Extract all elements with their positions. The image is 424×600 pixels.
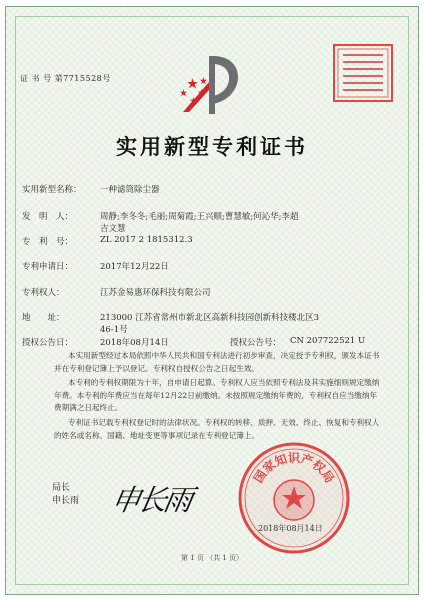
seal-date: 2018年08月14日 [258,524,323,533]
certificate-number: 证 书 号 第7715528号 [20,74,111,83]
paragraph-1: 本实用新型经过本局依照中华人民共和国专利法进行初步审查，决定授予专利权，颁发本证书并在专利登记簿上予以登记。专利权自授权公告之日起生效。 [54,351,380,373]
director-signature: 申长雨 [108,483,193,517]
apply-date-label: 专利申请日： [22,262,74,272]
grant-number-label: 授权公告号： [230,338,282,348]
cnipa-logo-icon [175,52,249,118]
patent-number-value: ZL 2017 2 1815312.3 [100,235,193,245]
official-seal-icon [236,440,352,556]
name-value: 一种滤筒除尘器 [100,185,160,195]
holder-value: 江苏金易惠环保科技有限公司 [100,288,211,298]
inventor-value-cont: 吉文慧 [100,224,126,234]
paragraph-2: 本专利的专利权期限为十年，自申请日起算。专利权人应当依照专利法及其实施细则规定缴纳年费。本专利的年费应当在每年12月22日前缴纳。未按照规定缴纳年费的，专利权自应当缴纳年费期满之日起终止。 [54,378,380,413]
address-value: 213000 江苏省常州市新北区高新科技园创新科技楼北区3 [100,313,320,323]
director-name: 申长雨 [52,496,80,506]
name-label: 实用新型名称： [22,185,82,195]
holder-label: 专利权人： [22,288,65,298]
patent-number-label: 专 利 号： [22,237,74,247]
grant-number-value: CN 207722521 U [290,336,366,346]
apply-date-value: 2017年12月22日 [100,262,169,272]
address-label: 地 址： [22,313,65,323]
page-title: 实用新型专利证书 [116,134,308,159]
fee-info-stamp [331,42,395,104]
page-footer: 第 1 页 （共 1 页） [180,554,244,562]
grant-date-label: 授权公告日： [22,338,74,348]
address-value-cont: 46-1号 [100,325,128,335]
inventor-label: 发 明 人： [22,212,74,222]
paragraph-3: 专利证书记载专利权登记时的法律状况。专利权的转移、质押、无效、终止、恢复和专利权人的姓名或名称、国籍、地址变更等事项记录在专利登记簿上。 [54,418,380,440]
director-title: 局长 [52,483,71,493]
grant-date-value: 2018年08月14日 [100,338,169,348]
seal-text: 国家知识产权局 [251,451,337,486]
inventor-value: 周静;李冬冬;毛丽;周菊霞;王兴顺;曹慧敏;何沁华;李超 [100,212,299,222]
